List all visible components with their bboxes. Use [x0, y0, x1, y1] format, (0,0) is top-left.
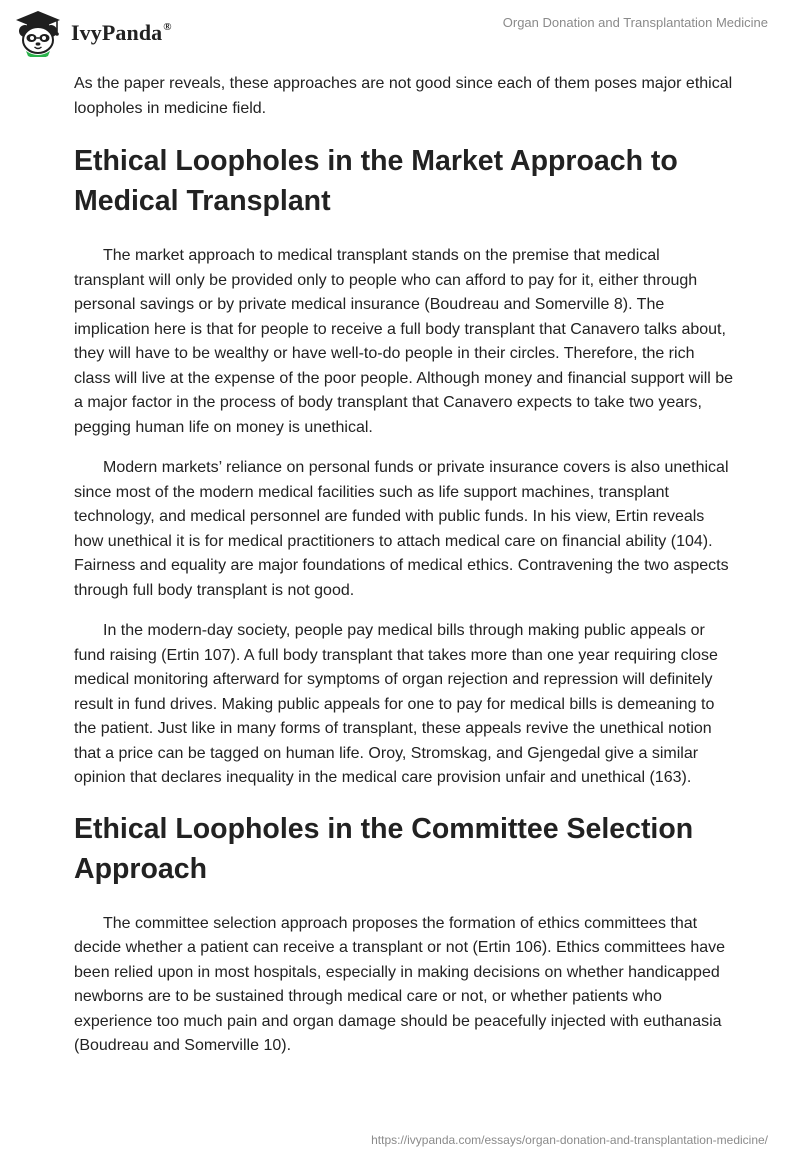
section-heading-market-approach: Ethical Loopholes in the Market Approach to Medical Transplant [74, 145, 678, 217]
brand-name: IvyPanda® [71, 20, 172, 45]
paragraph: In the modern-day society, people pay medical bills through making public appeals or fund raising (Ertin 107). A full body transplant that takes more than one year requiring close medical monitoring afterward for symptoms of organ rejection and repression will definitely result in fund drives. Making public appeals for one to pay for medical bills is demeaning to the patient. Just like in many forms of transplant, these appeals revive the unethical notion that a price can be tagged on human life. Oroy, Stromskag, and Gjengedal give a similar opinion that declares inequality in the medical care provision unfair and unethical (163). [74, 622, 718, 786]
document-title: Organ Donation and Transplantation Medicine [502, 15, 768, 30]
section-heading-committee-selection: Ethical Loopholes in the Committee Selection Approach [74, 812, 694, 885]
essay-body [74, 72, 734, 1059]
registered-mark: ® [163, 21, 172, 33]
paragraph: Modern markets’ reliance on personal funds or private insurance covers is also unethical since most of the modern medical facilities such as life support machines, transplant technology, and medical personnel are funded with public funds. In his view, Ertin reveals how unethical it is for medical practitioners to attach medical care on financial ability (104). Fairness and equality are major foundations of medical ethics. Contravening the two aspects through full body transplant is not good. [74, 459, 729, 599]
brand-logo[interactable] [13, 9, 172, 57]
page-header [0, 0, 800, 66]
panda-graduate-icon [13, 9, 63, 57]
paragraph: The committee selection approach proposes the formation of ethics committees that decide whether a patient can receive a transplant or not (Ertin 106). Ethics committees have been relied upon in most hospitals, especially in making decisions on whether handicapped newborns are to be sustained through medical care or not, or whether patients who experience too much pain and organ damage should be peacefully injected with euthanasia (Boudreau and Somerville 10). [74, 914, 726, 1054]
intro-paragraph: As the paper reveals, these approaches are not good since each of them poses major ethical loopholes in medicine field. [74, 75, 733, 117]
paragraph: The market approach to medical transplant stands on the premise that medical transplant will only be provided only to people who can afford to pay for it, either through personal savings or by private medical insurance (Boudreau and Somerville 8). The implication here is that for people to receive a full body transplant that Canavero talks about, they will have to be wealthy or have well-to-do people in their circles. Therefore, the rich class will live at the expense of the poor people. Although money and financial support will be a major factor in the process of body transplant that Canavero expects to take two years, pegging human life on money is unethical. [74, 247, 734, 436]
source-url[interactable]: https://ivypanda.com/essays/organ-donation-and-transplantation-medicine/ [371, 1133, 768, 1147]
